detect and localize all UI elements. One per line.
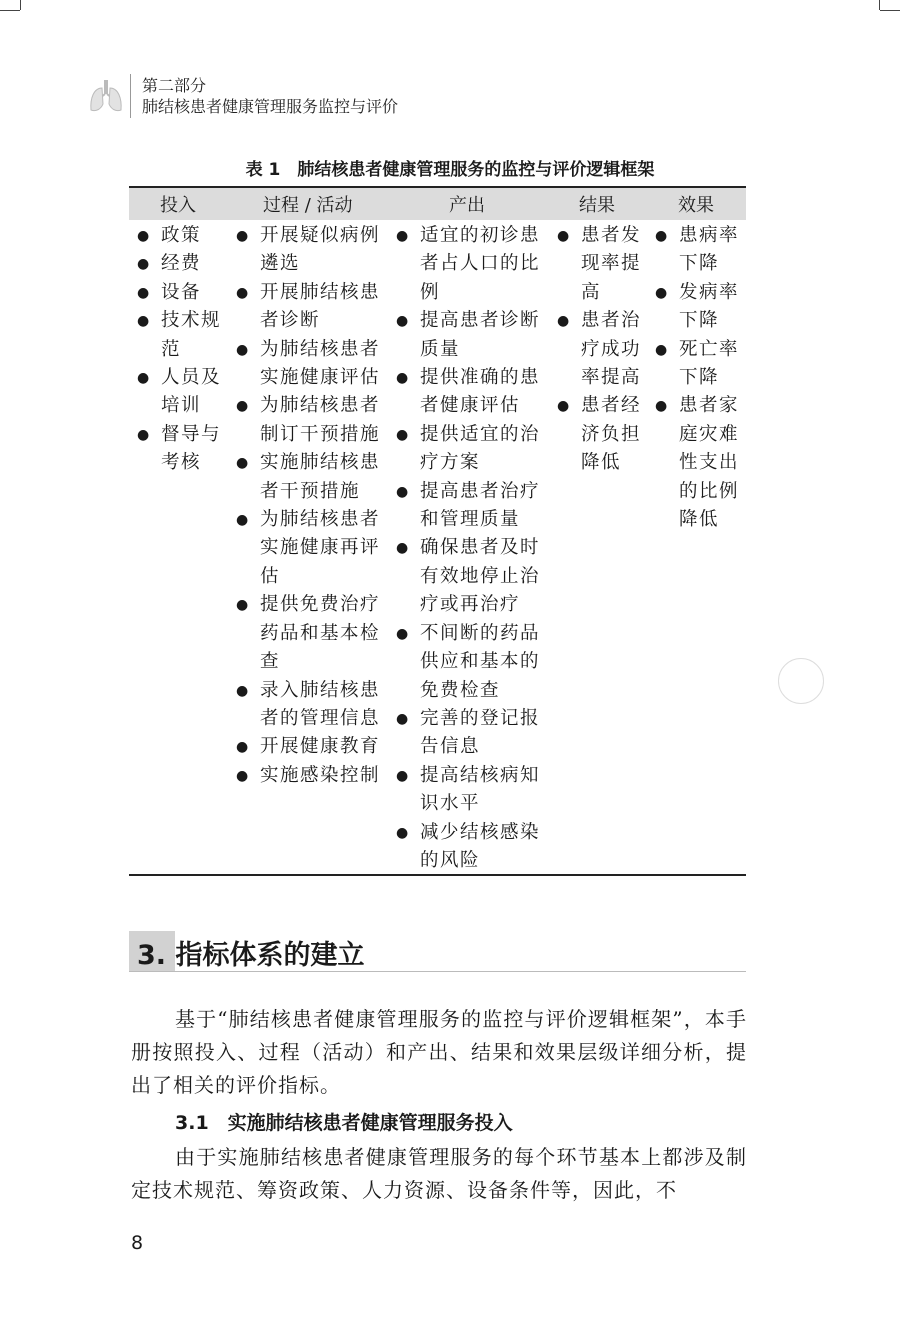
item-text: 完善的登记报告信息 — [420, 707, 541, 758]
list-item — [557, 307, 652, 392]
column-output — [396, 222, 548, 875]
list-item — [236, 506, 386, 591]
list-item — [655, 392, 750, 534]
bullet-icon: ● — [557, 398, 571, 415]
bullet-icon: ● — [396, 767, 410, 784]
item-text: 提供准确的患者健康评估 — [420, 367, 541, 417]
item-text: 设备 — [161, 281, 202, 303]
list-item — [396, 534, 548, 619]
list-item — [557, 222, 652, 307]
list-item — [396, 620, 548, 705]
bullet-icon: ● — [236, 341, 250, 358]
list-item — [396, 819, 548, 876]
item-text: 患者经济负担降低 — [581, 395, 642, 474]
item-text: 实施肺结核患者干预措施 — [260, 452, 381, 502]
column-impact — [655, 222, 750, 534]
list-item — [236, 222, 386, 279]
list-item — [396, 307, 548, 364]
bullet-icon: ● — [236, 767, 250, 784]
bullet-icon: ● — [236, 597, 250, 614]
bullet-icon: ● — [236, 512, 250, 529]
item-text: 适宜的初诊患者占人口的比例 — [420, 225, 541, 303]
bullet-icon: ● — [655, 398, 669, 415]
list-item — [236, 733, 386, 761]
body-paragraph: 由于实施肺结核患者健康管理服务的每个环节基本上都涉及制定技术规范、筹资政策、人力资源、设备条件等，因此，不 — [131, 1145, 747, 1202]
body-paragraph: 基于“肺结核患者健康管理服务的监控与评价逻辑框架”，本手册按照投入、过程（活动）和产出、结果和效果层级详细分析，提出了相关的评价指标。 — [131, 1007, 747, 1097]
header-output: 产出 — [449, 195, 485, 216]
list-item — [236, 677, 386, 734]
list-item — [655, 336, 750, 393]
item-text: 提高患者诊断质量 — [420, 310, 541, 360]
bullet-icon: ● — [396, 228, 410, 244]
item-text: 督导与考核 — [161, 423, 222, 474]
item-text: 实施感染控制 — [260, 764, 381, 786]
list-item — [236, 762, 386, 790]
bullet-icon: ● — [137, 256, 151, 273]
list-item — [396, 478, 548, 535]
header-title: 肺结核患者健康管理服务监控与评价 — [142, 97, 399, 116]
item-text: 技术规范 — [161, 310, 222, 360]
crop-mark — [880, 10, 900, 11]
item-text: 政策 — [161, 225, 202, 246]
list-item — [137, 279, 232, 307]
item-text: 患者治疗成功率提高 — [581, 310, 642, 389]
item-text: 人员及培训 — [161, 367, 222, 417]
header-input: 投入 — [160, 195, 196, 216]
subsection-heading: 3.1 实施肺结核患者健康管理服务投入 — [175, 1112, 513, 1134]
bullet-icon: ● — [137, 313, 151, 330]
item-text: 患者发现率提高 — [581, 225, 642, 303]
item-text: 开展疑似病例遴选 — [260, 225, 381, 275]
bullet-icon: ● — [137, 228, 151, 244]
bullet-icon: ● — [557, 228, 571, 244]
item-text: 录入肺结核患者的管理信息 — [260, 679, 381, 729]
list-item — [236, 449, 386, 506]
item-text: 提高结核病知识水平 — [420, 764, 541, 815]
section-title: 指标体系的建立 — [175, 940, 365, 971]
item-text: 提供免费治疗药品和基本检查 — [260, 594, 381, 673]
bullet-icon: ● — [137, 370, 151, 387]
item-text: 经费 — [161, 253, 202, 275]
item-text: 提供适宜的治疗方案 — [420, 423, 541, 474]
bullet-icon: ● — [396, 540, 410, 557]
item-text: 开展肺结核患者诊断 — [260, 281, 381, 332]
bullet-icon: ● — [236, 455, 250, 472]
item-text: 为肺结核患者实施健康再评估 — [260, 509, 381, 587]
item-text: 患病率下降 — [679, 225, 740, 275]
header-divider — [130, 74, 131, 118]
item-text: 发病率下降 — [679, 281, 740, 332]
list-item — [137, 222, 232, 250]
page-number: 8 — [131, 1232, 144, 1254]
list-item — [396, 364, 548, 421]
bullet-icon: ● — [396, 625, 410, 642]
running-header — [142, 76, 398, 118]
list-item — [137, 250, 232, 278]
bullet-icon: ● — [655, 228, 669, 244]
bullet-icon: ● — [137, 426, 151, 443]
bullet-icon: ● — [137, 284, 151, 301]
column-input — [137, 222, 232, 478]
bullet-icon: ● — [396, 483, 410, 500]
lungs-icon — [88, 76, 124, 116]
header-impact: 效果 — [678, 195, 714, 216]
table-bottom-rule — [129, 874, 746, 876]
item-text: 减少结核感染的风险 — [420, 821, 541, 871]
list-item — [137, 421, 232, 478]
bullet-icon: ● — [396, 426, 410, 443]
list-item — [655, 222, 750, 279]
bullet-icon: ● — [236, 228, 250, 244]
item-text: 为肺结核患者制订干预措施 — [260, 395, 381, 445]
item-text: 开展健康教育 — [260, 736, 381, 758]
item-text: 不间断的药品供应和基本的免费检查 — [420, 622, 541, 701]
item-text: 患者家庭灾难性支出的比例降低 — [679, 395, 740, 531]
list-item — [396, 762, 548, 819]
section-heading — [129, 931, 746, 972]
crop-mark — [879, 0, 880, 10]
bullet-icon: ● — [655, 284, 669, 301]
column-process — [236, 222, 386, 790]
bullet-icon: ● — [396, 313, 410, 330]
bullet-icon: ● — [236, 398, 250, 415]
header-process: 过程 / 活动 — [263, 195, 353, 216]
bullet-icon: ● — [236, 682, 250, 699]
list-item — [236, 392, 386, 449]
list-item — [655, 279, 750, 336]
list-item — [137, 364, 232, 421]
bullet-icon: ● — [396, 710, 410, 727]
bullet-icon: ● — [236, 739, 250, 756]
header-part: 第二部分 — [142, 76, 207, 95]
crop-mark — [20, 0, 21, 10]
bullet-icon: ● — [557, 313, 571, 330]
bullet-icon: ● — [655, 341, 669, 358]
list-item — [236, 336, 386, 393]
framework-table — [129, 186, 746, 220]
item-text: 为肺结核患者实施健康评估 — [260, 338, 381, 389]
item-text: 提高患者治疗和管理质量 — [420, 480, 541, 531]
crop-mark — [0, 10, 20, 11]
table-caption: 表 1 肺结核患者健康管理服务的监控与评价逻辑框架 — [245, 160, 655, 180]
item-text: 死亡率下降 — [679, 338, 740, 389]
table-header-row — [129, 186, 746, 220]
column-outcome — [557, 222, 652, 478]
list-item — [557, 392, 652, 477]
list-item — [236, 591, 386, 676]
section-number: 3. — [137, 940, 167, 971]
list-item — [396, 222, 548, 307]
list-item — [396, 705, 548, 762]
bullet-icon: ● — [396, 824, 410, 841]
library-stamp — [778, 658, 824, 704]
list-item — [137, 307, 232, 364]
list-item — [396, 421, 548, 478]
bullet-icon: ● — [236, 284, 250, 301]
bullet-icon: ● — [396, 370, 410, 387]
item-text: 确保患者及时有效地停止治疗或再治疗 — [420, 537, 541, 616]
section-title-text — [137, 933, 364, 972]
list-item — [236, 279, 386, 336]
header-outcome: 结果 — [579, 195, 615, 216]
